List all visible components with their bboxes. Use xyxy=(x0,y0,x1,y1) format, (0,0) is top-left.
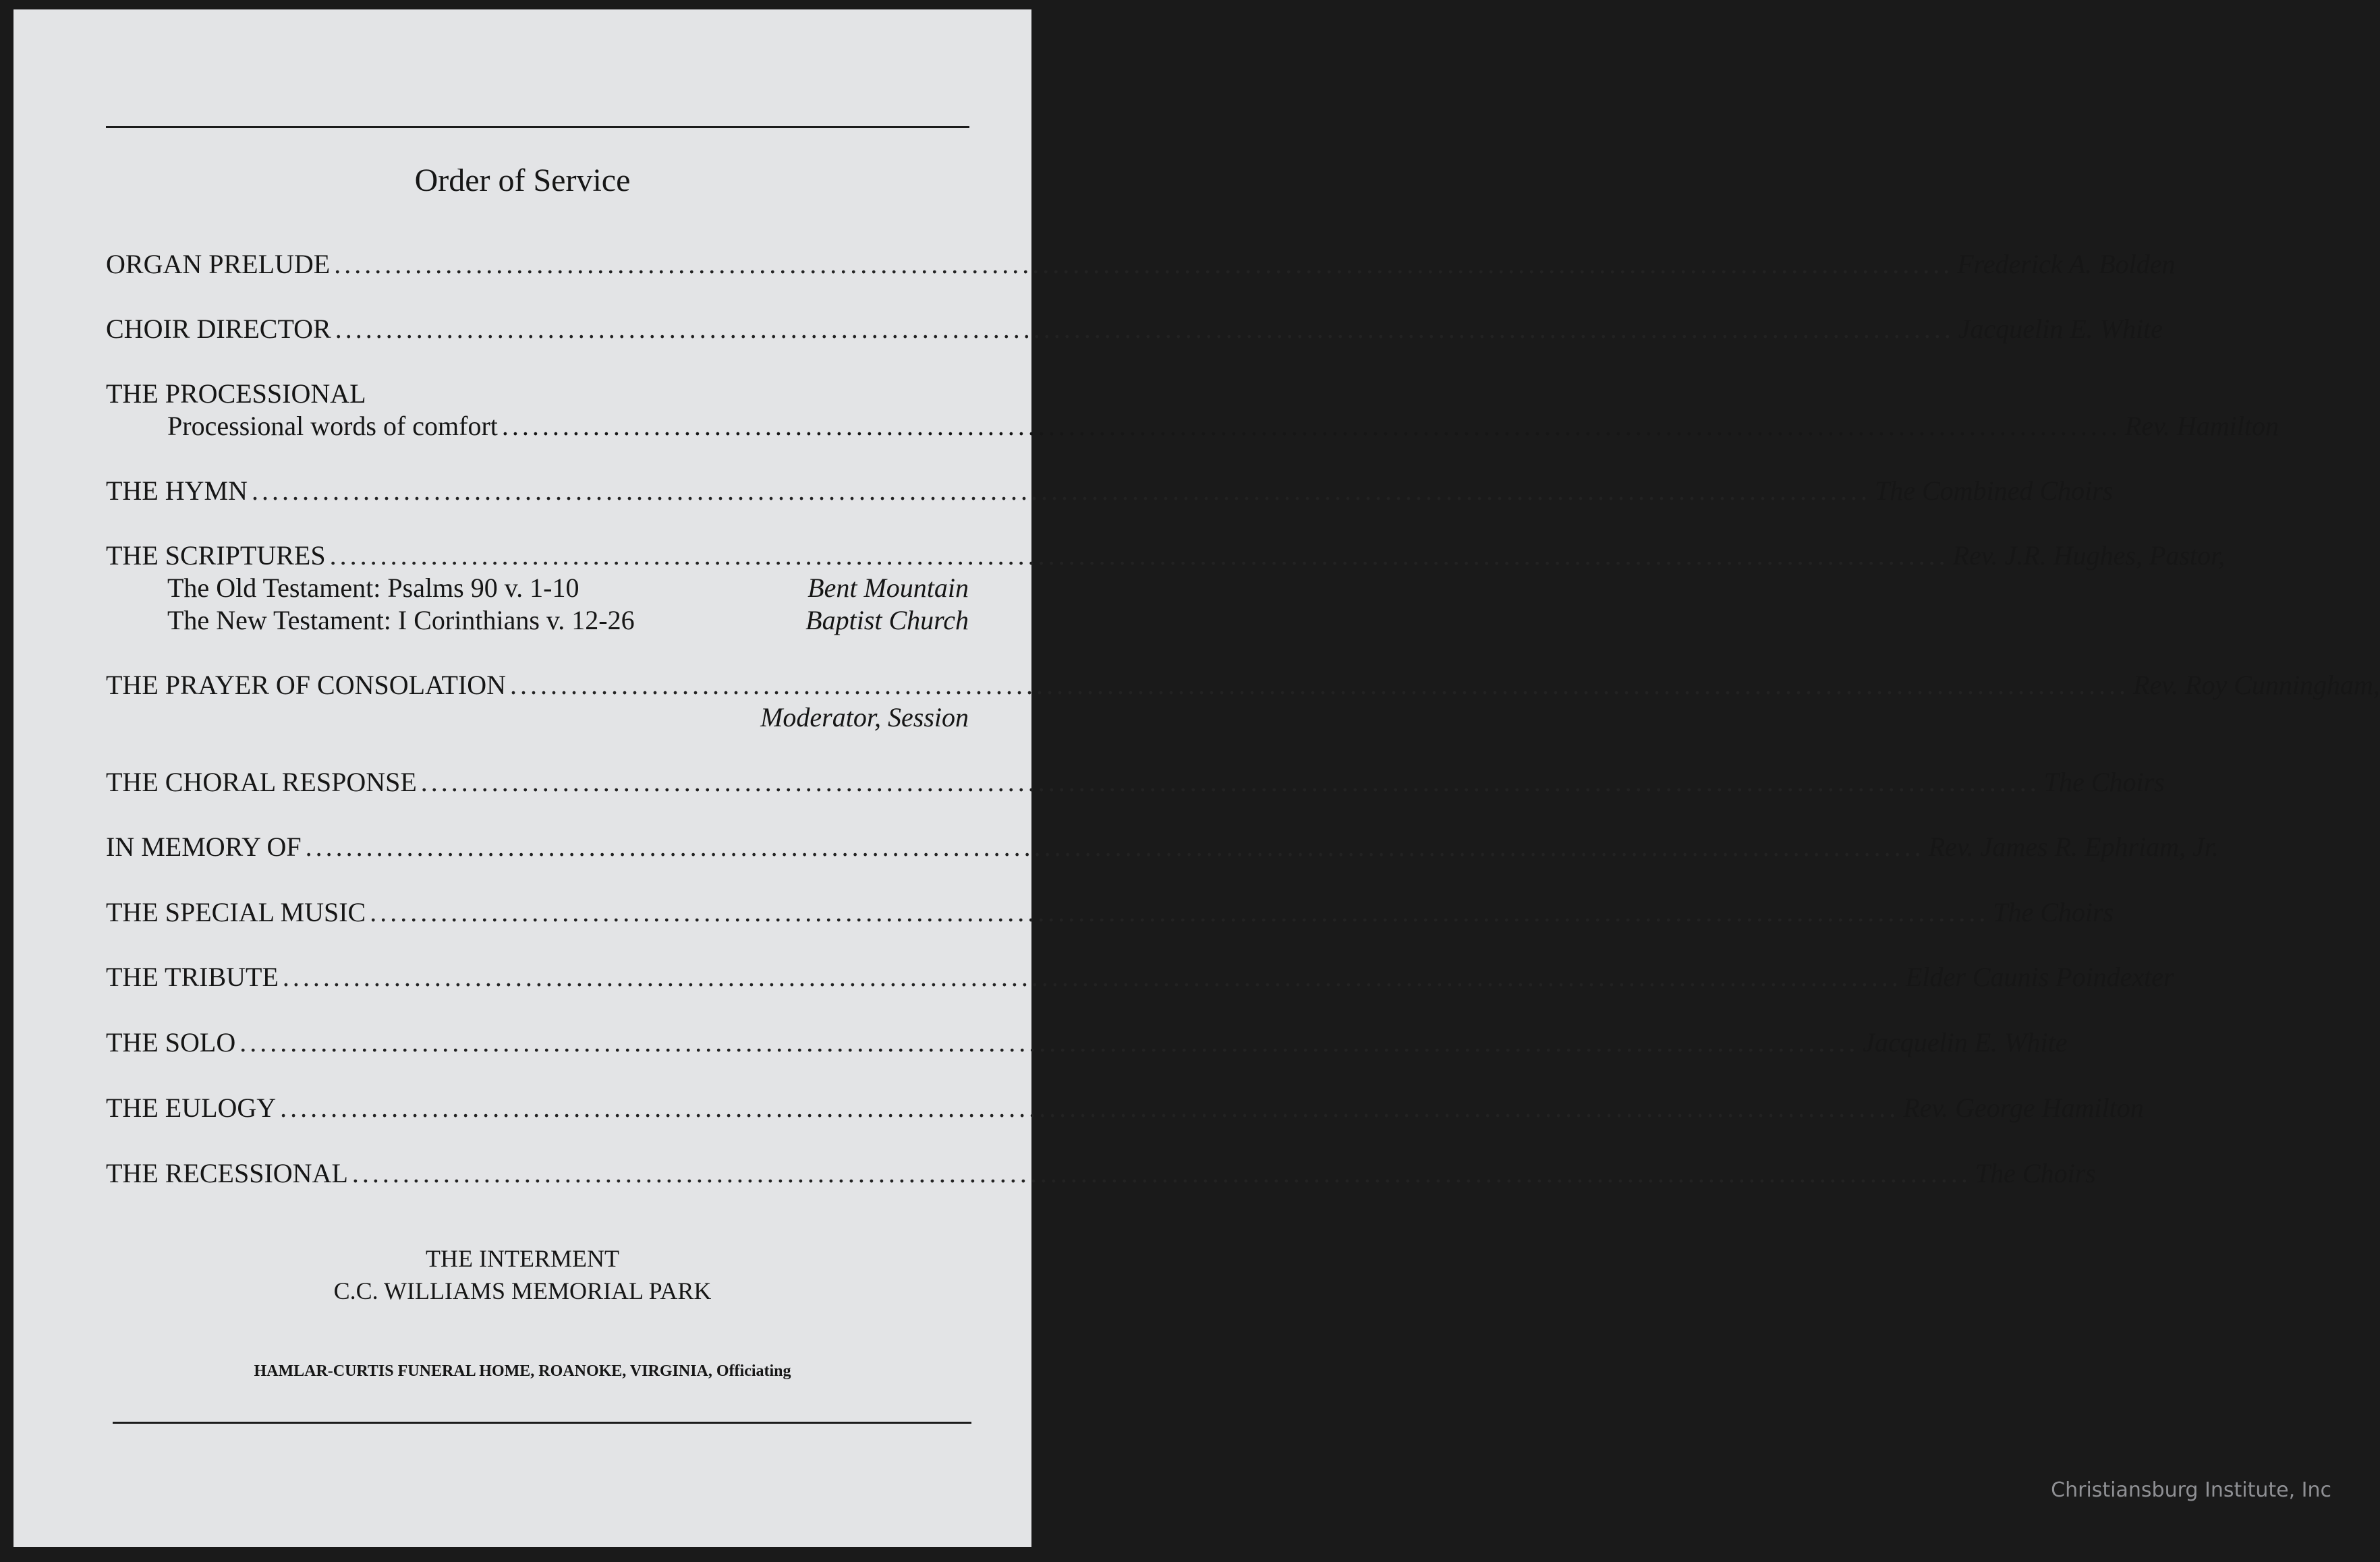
top-divider xyxy=(106,126,969,128)
scripture-performer-line3: Baptist Church xyxy=(805,605,969,635)
item-label: THE RECESSIONAL xyxy=(106,1158,348,1188)
item-performer: Rev. James R. Ephriam, Jr. xyxy=(1928,832,2219,862)
leader-dots: ................................................................................................................................................................ xyxy=(251,475,1871,506)
scripture-new-testament: The New Testament: I Corinthians v. 12-26 xyxy=(167,605,635,635)
item-performer: Rev. Hamilton xyxy=(2124,411,2279,441)
item-scriptures xyxy=(106,540,2226,572)
watermark-text: Christiansburg Institute, Inc xyxy=(2051,1478,2331,1502)
bottom-divider xyxy=(113,1422,971,1424)
item-performer: Rev. George Hamilton xyxy=(1903,1093,2144,1123)
leader-dots: ................................................................................................................................................................ xyxy=(334,249,1954,279)
item-performer: The Choirs xyxy=(1993,897,2114,927)
scripture-performer-line2: Bent Mountain xyxy=(808,573,969,603)
item-performer: The Combined Choirs xyxy=(1874,475,2114,506)
item-performer: Jacquelin E. White xyxy=(1958,314,2163,344)
item-label: IN MEMORY OF xyxy=(106,832,302,862)
leader-dots: ................................................................................................................................................................ xyxy=(329,540,1949,571)
item-label: CHOIR DIRECTOR xyxy=(106,314,331,344)
item-performer: The Choirs xyxy=(1975,1158,2096,1188)
item-processional xyxy=(106,378,969,410)
item-label: THE TRIBUTE xyxy=(106,962,279,992)
item-performer: Elder Caunis Poindexter xyxy=(1905,962,2174,992)
item-sub-label: Processional words of comfort xyxy=(167,411,498,441)
item-eulogy xyxy=(106,1092,2144,1124)
item-tribute xyxy=(106,961,2174,993)
item-label: THE CHORAL RESPONSE xyxy=(106,767,417,797)
item-label: THE SCRIPTURES xyxy=(106,540,326,571)
item-performer: Rev. J.R. Hughes, Pastor, xyxy=(1952,540,2226,571)
leader-dots: ................................................................................................................................................................ xyxy=(510,670,2130,700)
leader-dots: ................................................................................................................................................................ xyxy=(501,411,2121,441)
item-performer: Jacquelin E. White xyxy=(1863,1027,2068,1058)
leader-dots: ................................................................................................................................................................ xyxy=(420,767,2040,797)
item-label: ORGAN PRELUDE xyxy=(106,249,331,279)
item-label: THE PROCESSIONAL xyxy=(106,378,366,409)
item-prayer-of-consolation xyxy=(106,669,2380,701)
item-label: THE HYMN xyxy=(106,475,248,506)
leader-dots: ................................................................................................................................................................ xyxy=(239,1027,1859,1058)
page-title: Order of Service xyxy=(414,163,631,198)
leader-dots: ................................................................................................................................................................ xyxy=(370,897,1989,927)
item-special-music xyxy=(106,896,2114,929)
item-hymn xyxy=(106,475,2114,507)
item-performer: Frederick A. Bolden xyxy=(1957,249,2176,279)
item-performer: The Choirs xyxy=(2043,767,2165,797)
interment-heading: THE INTERMENT xyxy=(426,1245,619,1272)
item-organ-prelude xyxy=(106,248,2176,281)
officiating-line: HAMLAR-CURTIS FUNERAL HOME, ROANOKE, VIRGINIA, Officiating xyxy=(254,1362,791,1380)
interment-location: C.C. WILLIAMS MEMORIAL PARK xyxy=(333,1277,712,1304)
leader-dots: ................................................................................................................................................................ xyxy=(305,832,1925,862)
item-label: THE SPECIAL MUSIC xyxy=(106,897,366,927)
item-recessional xyxy=(106,1157,2096,1190)
item-label: THE EULOGY xyxy=(106,1093,277,1123)
leader-dots: ................................................................................................................................................................ xyxy=(351,1158,1971,1188)
item-solo xyxy=(106,1026,2068,1059)
item-label: THE SOLO xyxy=(106,1027,236,1058)
item-in-memory-of xyxy=(106,831,2219,863)
item-processional-sub xyxy=(167,410,2279,442)
item-choir-director xyxy=(106,313,2163,345)
prayer-performer-line2: Moderator, Session xyxy=(760,702,969,732)
item-label: THE PRAYER OF CONSOLATION xyxy=(106,670,507,700)
leader-dots: ................................................................................................................................................................ xyxy=(335,314,1954,344)
item-choral-response xyxy=(106,766,2165,799)
leader-dots: ................................................................................................................................................................ xyxy=(282,962,1902,992)
scripture-old-testament: The Old Testament: Psalms 90 v. 1-10 xyxy=(167,573,579,603)
leader-dots: ................................................................................................................................................................ xyxy=(280,1093,1900,1123)
item-performer: Rev. Roy Cunningham, xyxy=(2133,670,2380,700)
